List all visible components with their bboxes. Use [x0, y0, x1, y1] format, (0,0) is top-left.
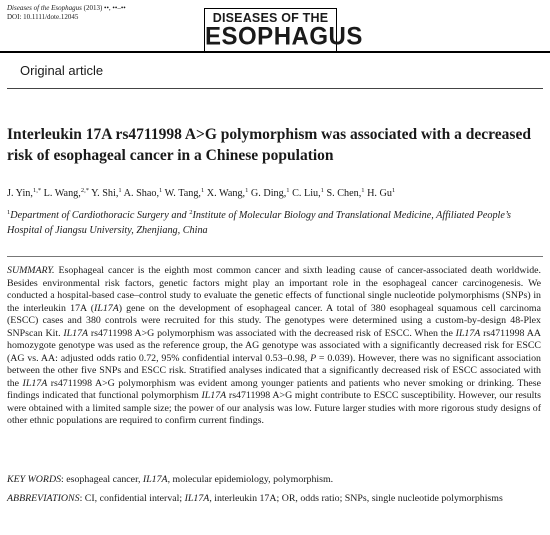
gene-name: IL17A	[201, 390, 227, 401]
gene-name: IL17A	[142, 474, 168, 485]
abstract	[7, 265, 541, 428]
author-name: J. Yin,	[7, 188, 33, 199]
author-affiliation-marker: 1	[159, 187, 163, 194]
abstract-text: rs4711998 A>G polymorphism was associated with the decreased risk of ESCC. When the	[88, 327, 456, 339]
author	[326, 188, 364, 199]
abstract-text: rs4711998 AA homozygote genotype was used as the reference group, the AG genotype was associated with a significantly decreased risk for ESCC (AG vs. AA: adjusted odds ratio 0.72, 95% confidential interval 0.53–0.98,	[7, 327, 541, 364]
author-affiliation-marker: 1	[391, 187, 396, 194]
abbreviations-label: ABBREVIATIONS	[7, 493, 80, 504]
journal-citation	[7, 4, 126, 22]
journal-logo	[204, 8, 363, 52]
author	[292, 188, 324, 199]
header-rule	[0, 51, 550, 53]
author	[44, 188, 89, 199]
author	[165, 188, 205, 199]
author-affiliation-marker: 1	[245, 187, 249, 194]
author-name: G. Ding,	[250, 188, 287, 199]
affiliations	[7, 208, 547, 238]
author	[124, 188, 163, 199]
author-list	[7, 187, 547, 200]
affiliation-marker-2: 2	[189, 209, 193, 216]
logo-line-1: DISEASES OF THE	[212, 11, 329, 25]
author-affiliation-marker: 1,*	[32, 187, 42, 194]
author	[7, 188, 41, 199]
journal-name: Diseases of the Esophagus	[7, 4, 82, 12]
abstract-rule	[7, 256, 543, 257]
author-name: X. Wang,	[206, 188, 246, 199]
author-name: Y. Shi,	[91, 188, 119, 199]
p-value-symbol: P	[310, 352, 317, 364]
abstract-text: rs4711998 A>G might contribute to ESCC susceptibility. However, our results were obtained with a limited sample size; the power of our analysis was low. Future larger studies with more rigorous study designs of other ethnic populations are required to confirm current findings.	[7, 390, 541, 426]
author-affiliation-marker: 1	[200, 187, 205, 194]
abstract-label: SUMMARY.	[7, 265, 55, 276]
author-name: W. Tang,	[164, 188, 201, 199]
author-name: A. Shao,	[123, 188, 159, 199]
article-type-rule	[7, 88, 543, 89]
abbreviations-text: interleukin 17A; OR, odds ratio; SNPs, single nucleotide polymorphisms	[211, 493, 503, 504]
author-name: H. Gu	[367, 188, 392, 199]
keywords-text: , molecular epidemiology, polymorphism.	[167, 474, 334, 485]
abstract-text: rs4711998 A>G polymorphism was evident among younger patients and patients who never smoking or drinking. These findings indicated that functional polymorphism	[7, 377, 541, 401]
journal-header	[0, 0, 550, 52]
affiliation-marker-1: 1	[7, 209, 11, 216]
gene-name: IL17A	[455, 327, 481, 339]
abbreviations-text: : CI, confidential interval;	[79, 493, 185, 504]
abstract-text: ) gene on the development of esophageal cancer. A total of 380 esophageal squamous cell carcinoma (ESCC) cases and 380 controls were recruited for this study. The genotypes were determined using a custom-by-design 48-Plex SNPscan Kit.	[7, 302, 541, 339]
author	[251, 188, 290, 199]
journal-volume: (2013) ••, ••–••	[81, 4, 126, 12]
author	[91, 188, 122, 199]
author-affiliation-marker: 1	[286, 187, 290, 194]
article-title: Interleukin 17A rs4711998 A>G polymorphism was associated with a decreased risk of esophageal cancer in a Chinese population	[7, 126, 531, 164]
abbreviations	[7, 493, 541, 506]
gene-name: IL17A	[22, 377, 48, 389]
affiliation-1: Department of Cardiothoracic Surgery and	[10, 210, 190, 221]
author-affiliation-marker: 1	[361, 187, 365, 194]
gene-name: IL17A	[94, 302, 119, 314]
author-name: C. Liu,	[292, 188, 321, 199]
abstract-text: Esophageal cancer is the eighth most common cancer and sixth leading cause of cancer-associated death worldwide. Besides environmental risk factors, genetic factors might play an important role in the esophageal cancer carcinogenesis. We conducted a hospital-based case–control study to evaluate the genetic effects of functional single nucleotide polymorphisms (SNPs) in the interleukin 17A (	[7, 265, 541, 314]
author-affiliation-marker: 1	[320, 187, 324, 194]
abstract-text: = 0.039). However, there was no significant association between the other five SNPs and ESCC risk. Stratified analyses indicated that a significantly decreased risk of ESCC associated with the	[7, 352, 541, 389]
keywords	[7, 474, 541, 487]
author-affiliation-marker: 1	[118, 187, 122, 194]
keywords-label: KEY WORDS	[7, 474, 62, 485]
keywords-text: : esophageal cancer,	[61, 474, 143, 485]
author-name: S. Chen,	[326, 188, 362, 199]
logo-line-2: ESOPHAGUS	[205, 22, 363, 51]
author	[367, 188, 395, 199]
affiliation-2: Institute of Molecular Biology and Translational Medicine, Affiliated People’s Hospital of Jiangsu University, Zhenjiang, China	[7, 210, 511, 236]
doi: DOI: 10.1111/dote.12045	[7, 13, 79, 21]
author-affiliation-marker: 2,*	[80, 187, 89, 194]
gene-name: IL17A	[63, 327, 89, 339]
gene-name: IL17A,	[184, 493, 212, 504]
author-name: L. Wang,	[43, 188, 81, 199]
article-type: Original article	[20, 63, 104, 78]
author	[207, 188, 249, 199]
